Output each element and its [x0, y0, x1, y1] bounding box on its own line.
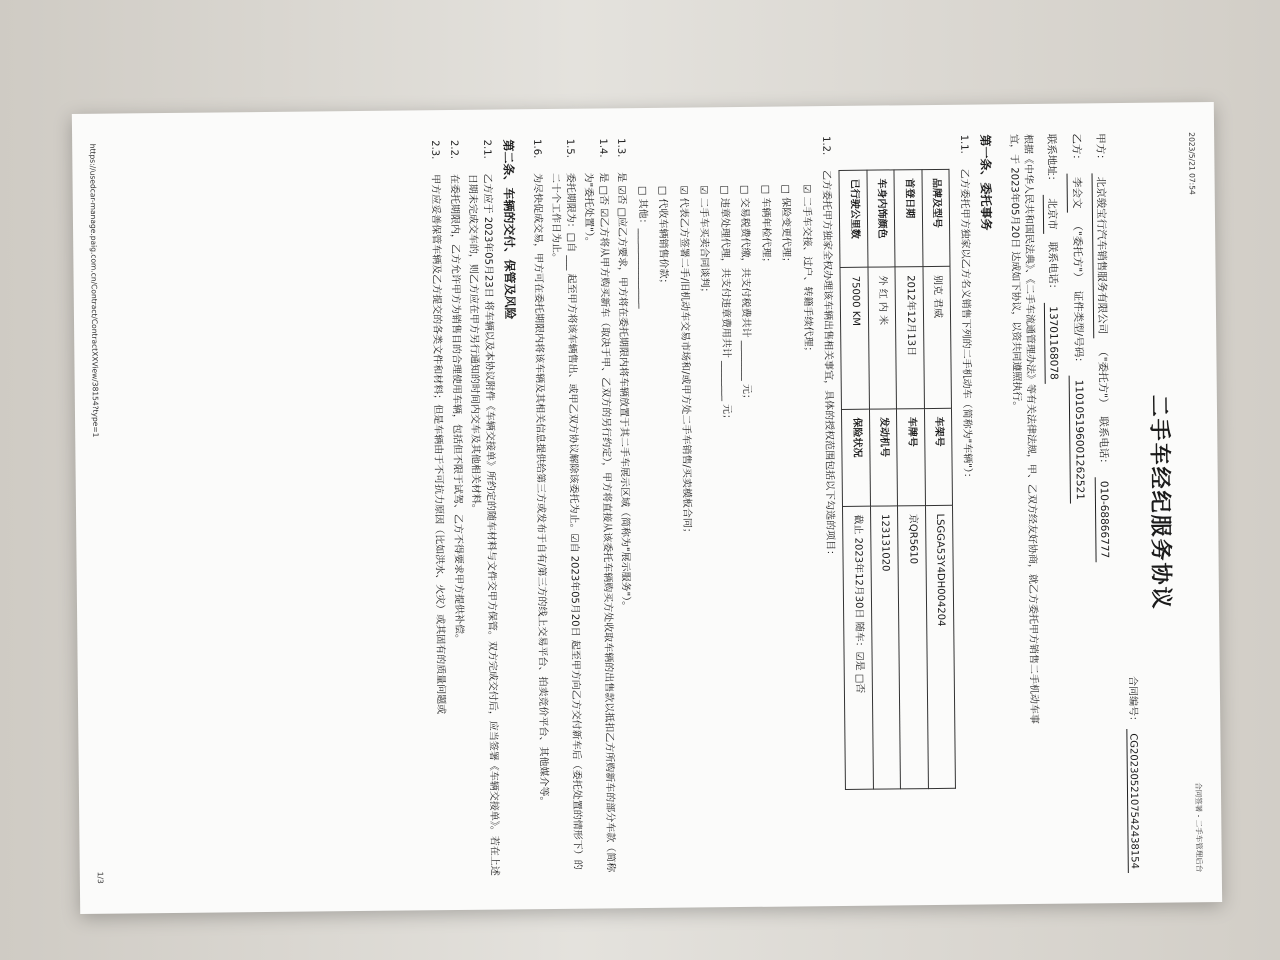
clause-2-1: [464, 140, 501, 880]
clause-text: 是 □否 ☑乙方将从甲方购买新车（取决于甲、乙双方的另行约定），甲方将直接从该委托车辆购买方处收取车辆的出售款以抵扣乙方所购新车的部分车款（简称为"委托处置"）。: [582, 172, 616, 873]
option-item: □ 违章处理代理，共支付违章费用共计 ________ 元；: [718, 185, 732, 425]
clause-1-5: [547, 139, 584, 879]
option-item: □ 交易税费代缴，共支付税费共计 ________ 元；: [738, 184, 753, 404]
table-cell: 保险状况: [842, 409, 871, 506]
clause-text: 乙方委托甲方独家以乙方名义销售下列的二手机动车（简称为"车辆"）：: [958, 168, 973, 483]
clause-number: 1.1.: [957, 134, 969, 154]
party-b-id-label: 证件类型/号码：: [1071, 290, 1085, 368]
option-item: □ 车辆年检代理；: [759, 184, 772, 268]
table-cell: 截止 2023年12月30日 随车：☑是 □否: [843, 506, 873, 790]
party-a-name: 北京骏宝行汽车销售服务有限公司: [1091, 173, 1109, 339]
vehicle-info-table: [839, 169, 956, 790]
party-a-phone-label: 联系电话：: [1096, 416, 1110, 469]
table-cell: 别克 君威: [923, 266, 952, 408]
clause-1-1: [955, 135, 977, 875]
party-b-name: 李会文: [1067, 173, 1084, 213]
contract-number-value: CG202305210754243815​4: [1127, 729, 1141, 873]
clause-text: 为尽快促成交易，甲方可在委托期限内将该车辆及其相关信息提供给第三方或发布于自有/第三方的线上交易平台、拍卖竞价平台、其他媒介等。: [531, 173, 549, 807]
clause-1-4: [580, 138, 617, 878]
footer-url: https://usedcar-manage.paig.com.cn/Contract/ContractXXView/38154?type=1: [88, 143, 101, 438]
table-cell: 车架号: [924, 408, 953, 505]
table-cell: 已行驶公里数: [839, 170, 868, 267]
section-1-heading: 第一条、委托事务: [978, 134, 994, 231]
party-b-phone-label: 联系电话：: [1046, 241, 1060, 295]
option-item: ☑ 代表乙方签署二手/旧机动车交易市场和/或甲方处二手车销售/买卖模板合同；: [677, 185, 693, 538]
preamble: [1005, 134, 1042, 874]
clause-text: 在委托期限内，乙方允许甲方为销售目的合理使用车辆，包括但不限于试驾、乙方不得要求甲方提供补偿。: [448, 173, 465, 645]
clause-number: 2.1.: [480, 139, 493, 159]
preamble-line-2: 宜，于 2023年05月20日 达成如下协议，以资共同遵照执行。: [1007, 134, 1022, 412]
address-label: 联系地址：: [1045, 133, 1058, 187]
option-item: □ 保险变更代理；: [779, 184, 792, 268]
table-cell: 2012年12月13日: [895, 267, 924, 409]
document-title: 二手车经纪服务协议: [1145, 394, 1175, 611]
clause-text: 委托期限为：□自 ___ 起至甲方将该车辆售出、或甲乙双方协议解除该委托为止。☑自 2023年05月20日 起至甲方向乙方交付新车后（委托处置的情形下）的二十个工作日为止。: [549, 172, 583, 870]
clause-1-2: [818, 136, 840, 876]
authorization-options: [634, 184, 820, 878]
print-header: [1185, 132, 1204, 872]
option-item: □ 代收车辆销售价款；: [656, 185, 669, 289]
clause-number: 2.3.: [429, 140, 441, 160]
table-cell: 75000 KM: [840, 267, 869, 409]
clause-number: 1.5.: [563, 138, 576, 158]
option-item: ☑ 二手车买卖合同谈判；: [697, 185, 710, 298]
table-cell: 京QR5610: [898, 505, 928, 789]
party-a-phone: 010-68866777: [1094, 477, 1111, 562]
clause-number: 1.6.: [530, 139, 543, 159]
contract-number-label: 合同编号：: [1127, 676, 1139, 727]
party-a-label: 甲方：: [1093, 133, 1107, 165]
party-b-label: 乙方：: [1069, 133, 1082, 166]
table-cell: 车牌号: [897, 408, 926, 505]
table-cell: 123131020: [870, 506, 900, 790]
clause-text: 甲方应妥善保管车辆及乙方提交的各类文件和材料；但是车辆由于不可抗力原因（比如洪水、火灾）或其固有的质量问题或: [429, 174, 447, 715]
table-cell: 品牌及型号: [922, 169, 951, 266]
clause-number: 2.2.: [447, 139, 460, 160]
print-system-title: 合同签署 - 二手车管理后台: [1193, 782, 1204, 873]
table-cell: 外 红 内 米: [868, 267, 897, 409]
party-a-line: [1091, 133, 1115, 873]
preamble-line-1: 根据《中华人民共和国民法典》、《二手车流通管理办法》等有关法律法规，甲、乙双方经友好协商，就乙方委托甲方销售二手机动车事: [1022, 133, 1040, 725]
party-b-line: [1066, 133, 1090, 873]
option-item: □ 其他：________________: [636, 185, 649, 309]
party-b-phone: 13701168078: [1044, 302, 1061, 384]
clause-text: 乙方应于 2023年05月23日 将车辆以及本协议附件《车辆交接单》所约定的随车材料与文件交甲方保管。双方完成交付后，应当签署《车辆交接单》。若在上述日期未完成交车的，则乙方应在甲方另行通知的时间内交车及其他相关材料。: [466, 173, 500, 876]
table-cell: 首登日期: [894, 170, 923, 267]
page-number: 1/3: [95, 871, 105, 884]
address-line: [1042, 134, 1066, 874]
document-content: [72, 102, 1222, 914]
clause-text: 是 ☑否 □应乙方要求，甲方将在委托期限内将车辆放置于其二手车展示区域（简称为"展示服务"）。: [615, 172, 632, 612]
contract-paper: [72, 102, 1222, 914]
table-cell: 车身内饰颜色: [867, 170, 896, 267]
table-cell: LSGGA53Y4DH004204: [925, 505, 955, 789]
print-footer: [86, 144, 105, 884]
section-2-heading: 第二条、车辆的交付、保管及风险: [501, 139, 518, 320]
party-a-role: （"委托方"）: [1096, 346, 1109, 409]
clause-number: 1.4.: [596, 138, 609, 158]
option-item: ☑ 二手车交接、过户、转籍手续代理；: [800, 184, 814, 357]
party-b-id: 110105196001262521: [1069, 376, 1087, 504]
clause-1-3: [613, 138, 635, 878]
table-cell: 发动机号: [869, 409, 898, 506]
clause-number: 1.2.: [820, 136, 832, 156]
clause-number: 1.3.: [615, 138, 627, 158]
clause-text: 乙方委托甲方独家全权办理该车辆出售相关事宜，具体的授权范围包括以下勾选的项目：: [820, 170, 836, 561]
address-value: 北京市: [1043, 194, 1060, 234]
party-b-role: （"委托方"）: [1070, 220, 1084, 283]
print-datetime: 2023/5/21 07:54: [1187, 132, 1197, 195]
contract-number: [1119, 133, 1141, 873]
